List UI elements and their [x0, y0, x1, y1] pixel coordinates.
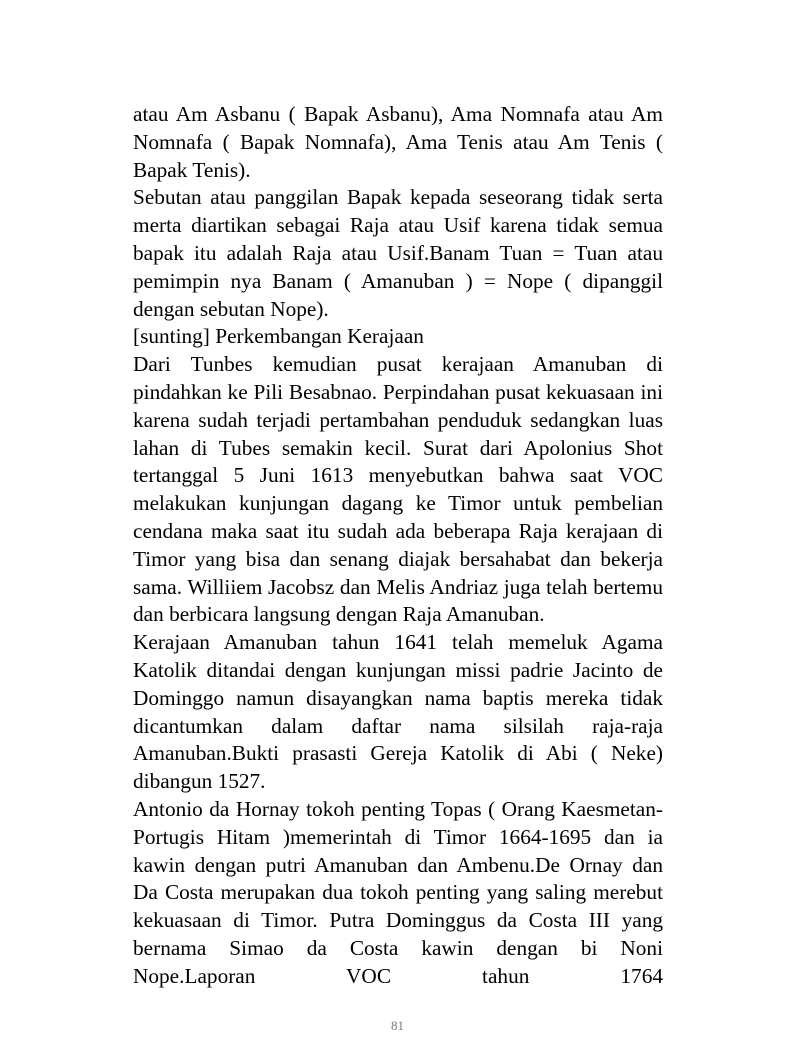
paragraph-bapak-meaning: Sebutan atau panggilan Bapak kepada seseorang tidak serta merta diartikan sebagai Raja atau Usif karena tidak semua bapak itu adalah Raja atau Usif.Banam Tuan = Tuan atau pemimpin nya Banam ( Amanuban ) = Nope ( dipanggil dengan sebutan Nope).: [133, 185, 663, 321]
paragraph-catholic: Kerajaan Amanuban tahun 1641 telah memeluk Agama Katolik ditandai dengan kunjungan missi padrie Jacinto de Dominggo namun disayangkan nama baptis mereka tidak dicantumkan dalam daftar nama silsilah raja-raja Amanuban.Bukti prasasti Gereja Katolik di Abi ( Neke) dibangun 1527.: [133, 630, 663, 794]
paragraph-kingdom-move: Dari Tunbes kemudian pusat kerajaan Amanuban di pindahkan ke Pili Besabnao. Perpindahan pusat kekuasaan ini karena sudah terjadi pertambahan penduduk sedangkan luas lahan di Tubes semakin kecil. Surat dari Apolonius Shot tertanggal 5 Juni 1613 menyebutkan bahwa saat VOC melakukan kunjungan dagang ke Timor untuk pembelian cendana maka saat itu sudah ada beberapa Raja kerajaan di Timor yang bisa dan senang diajak bersahabat dan bekerja sama. Williiem Jacobsz dan Melis Andriaz juga telah bertemu dan berbicara langsung dengan Raja Amanuban.: [133, 352, 663, 627]
paragraph-hornay: Antonio da Hornay tokoh penting Topas ( Orang Kaesmetan-Portugis Hitam )memerintah di Timor 1664-1695 dan ia kawin dengan putri Amanuban dan Ambenu.De Ornay dan Da Costa merupakan dua tokoh penting yang saling merebut kekuasaan di Timor. Putra Dominggus da Costa III yang bernama Simao da Costa kawin dengan bi Noni Nope.Laporan VOC tahun 1764: [133, 796, 663, 988]
section-heading: [sunting] Perkembangan Kerajaan: [133, 324, 424, 349]
page-number: 81: [391, 1018, 404, 1033]
paragraph-titles: atau Am Asbanu ( Bapak Asbanu), Ama Nomnafa atau Am Nomnafa ( Bapak Nomnafa), Ama Tenis atau Am Tenis ( Bapak Tenis).: [133, 102, 663, 182]
body-text: [133, 101, 663, 991]
